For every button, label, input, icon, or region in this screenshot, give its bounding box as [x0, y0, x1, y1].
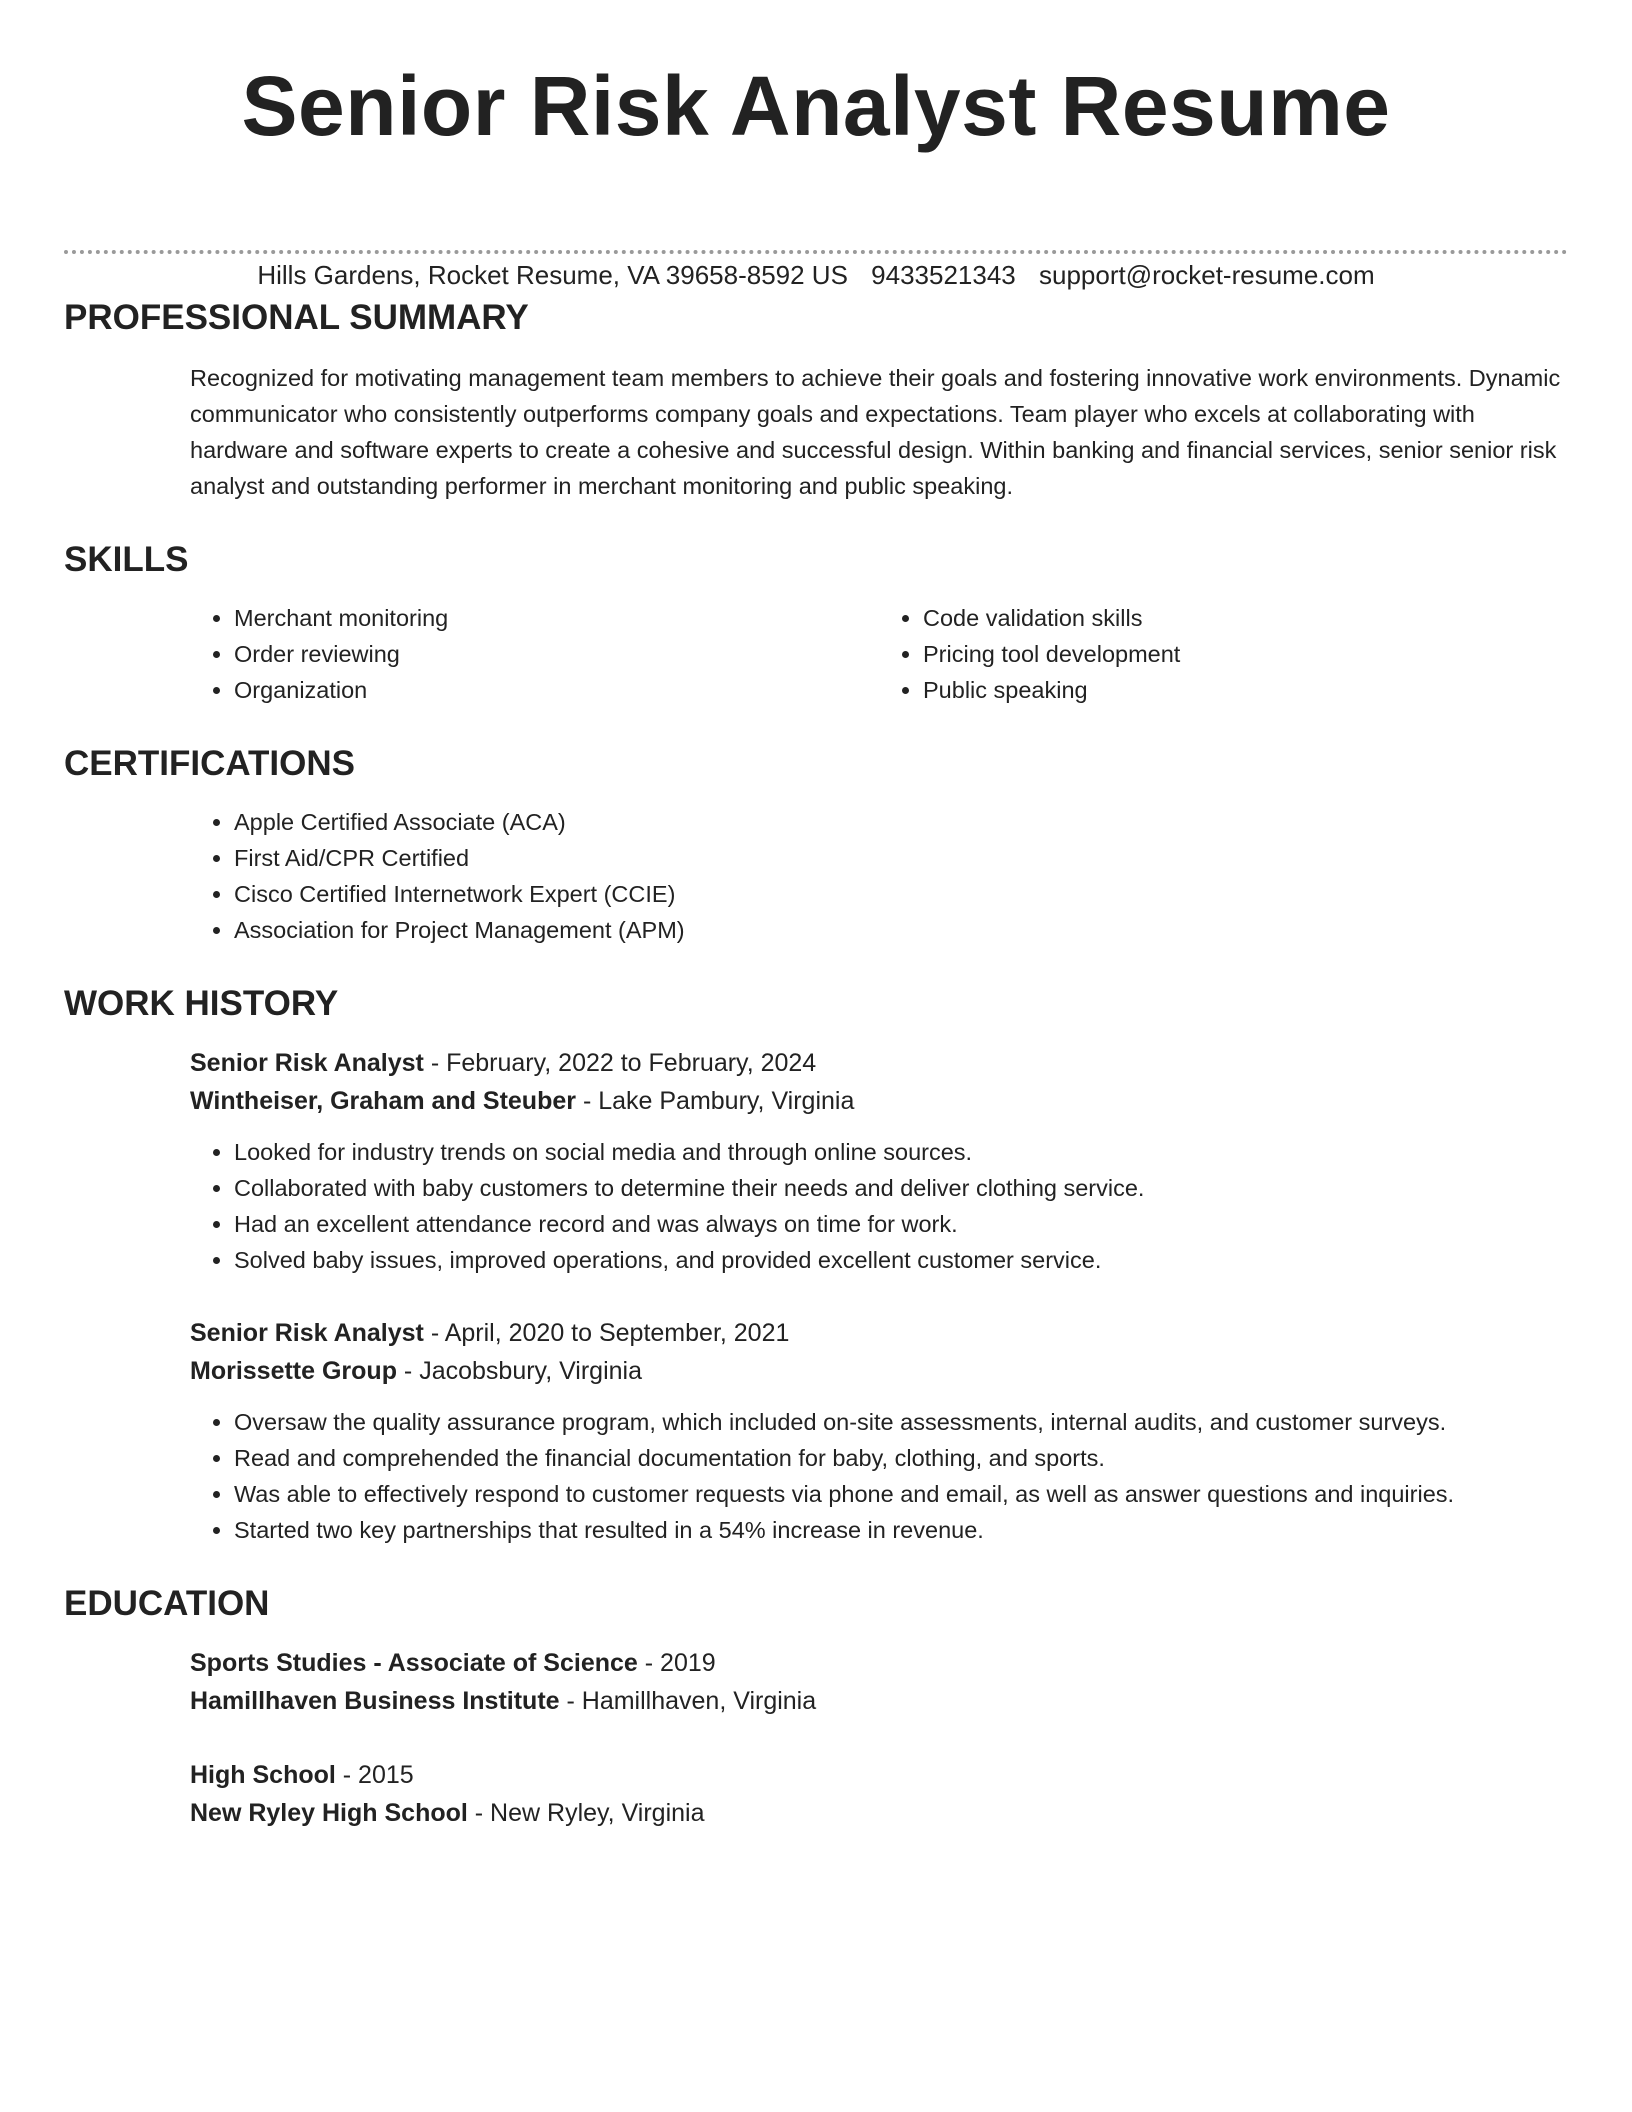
job-location: - Jacobsbury, Virginia: [396, 1357, 643, 1385]
school-location: - Hamillhaven, Virginia: [559, 1687, 817, 1715]
certification-item: • Apple Certified Associate (ACA): [234, 804, 1568, 840]
certifications-list: [190, 804, 1568, 948]
school-name: New Ryley High School: [190, 1799, 468, 1827]
job-bullet: • Started two key partnerships that resulted in a 54% increase in revenue.: [234, 1512, 1568, 1548]
job-bullet: • Oversaw the quality assurance program, which included on-site assessments, internal audits, and customer surveys.: [234, 1404, 1568, 1440]
degree-year: - 2015: [335, 1761, 414, 1789]
job-company-line: [190, 1352, 1568, 1390]
degree-line: [190, 1644, 1568, 1682]
job-bullet: • Had an excellent attendance record and was always on time for work.: [234, 1206, 1568, 1242]
skill-item: • Merchant monitoring: [234, 600, 879, 636]
skill-item: • Pricing tool development: [923, 636, 1568, 672]
degree-name: High School: [190, 1761, 336, 1789]
contact-line: [0, 258, 1632, 292]
school-line: [190, 1682, 1568, 1720]
certification-item: • First Aid/CPR Certified: [234, 840, 1568, 876]
school-name: Hamillhaven Business Institute: [190, 1687, 560, 1715]
education-entry: [190, 1644, 1568, 1720]
address-text: Hills Gardens, Rocket Resume, VA 39658-8592 US: [257, 260, 848, 290]
summary-text: Recognized for motivating management team members to achieve their goals and fostering innovative work environments. Dynamic communicator who consistently outperforms company goals and expectations. Team player who excels at collaborating with hardware and software experts to create a cohesive and successful design. Within banking and financial services, senior senior risk analyst and outstanding performer in merchant monitoring and public speaking.: [190, 365, 1561, 499]
certifications-section: [190, 804, 1568, 948]
job-bullet: • Read and comprehended the financial documentation for baby, clothing, and sports.: [234, 1440, 1568, 1476]
degree-year: - 2019: [637, 1649, 716, 1677]
job-bullet: • Collaborated with baby customers to determine their needs and deliver clothing service.: [234, 1170, 1568, 1206]
skills-heading: SKILLS: [64, 540, 189, 579]
certification-item: • Cisco Certified Internetwork Expert (CCIE): [234, 876, 1568, 912]
summary-section: [190, 360, 1568, 504]
job-bullets: [190, 1134, 1568, 1278]
skills-section: [190, 600, 1568, 708]
skill-item: • Organization: [234, 672, 879, 708]
page-title: Senior Risk Analyst Resume: [241, 59, 1391, 153]
work-history-heading: WORK HISTORY: [64, 984, 339, 1023]
degree-name: Sports Studies - Associate of Science: [190, 1649, 638, 1677]
skill-item: • Order reviewing: [234, 636, 879, 672]
job-entry: [190, 1314, 1568, 1548]
job-company-line: [190, 1082, 1568, 1120]
education-section: [190, 1644, 1568, 1832]
certifications-heading: CERTIFICATIONS: [64, 744, 356, 783]
skill-item: • Public speaking: [923, 672, 1568, 708]
summary-heading: PROFESSIONAL SUMMARY: [64, 298, 529, 337]
school-location: - New Ryley, Virginia: [467, 1799, 705, 1827]
resume-content: [64, 296, 1568, 1832]
job-location: - Lake Pambury, Virginia: [576, 1087, 855, 1115]
phone-text: 9433521343: [871, 260, 1016, 290]
job-bullet: • Looked for industry trends on social media and through online sources.: [234, 1134, 1568, 1170]
certification-item: • Association for Project Management (APM): [234, 912, 1568, 948]
job-bullets: [190, 1404, 1568, 1548]
skill-item: • Code validation skills: [923, 600, 1568, 636]
job-title: Senior Risk Analyst: [190, 1049, 424, 1077]
job-company: Wintheiser, Graham and Steuber: [190, 1087, 576, 1115]
education-heading: EDUCATION: [64, 1584, 270, 1623]
job-dates: - April, 2020 to September, 2021: [423, 1319, 790, 1347]
education-entry: [190, 1756, 1568, 1832]
skills-list-left: [190, 600, 879, 708]
degree-line: [190, 1756, 1568, 1794]
school-line: [190, 1794, 1568, 1832]
job-company: Morissette Group: [190, 1357, 397, 1385]
work-history-section: [190, 1044, 1568, 1548]
job-title-line: [190, 1314, 1568, 1352]
job-bullet: • Was able to effectively respond to customer requests via phone and email, as well as answer questions and inquiries.: [234, 1476, 1568, 1512]
job-title: Senior Risk Analyst: [190, 1319, 424, 1347]
job-dates: - February, 2022 to February, 2024: [423, 1049, 817, 1077]
header-divider: [64, 250, 1568, 254]
email-text: support@rocket-resume.com: [1039, 260, 1375, 290]
job-entry: [190, 1044, 1568, 1278]
skills-list-right: [879, 600, 1568, 708]
job-bullet: • Solved baby issues, improved operations, and provided excellent customer service.: [234, 1242, 1568, 1278]
job-title-line: [190, 1044, 1568, 1082]
